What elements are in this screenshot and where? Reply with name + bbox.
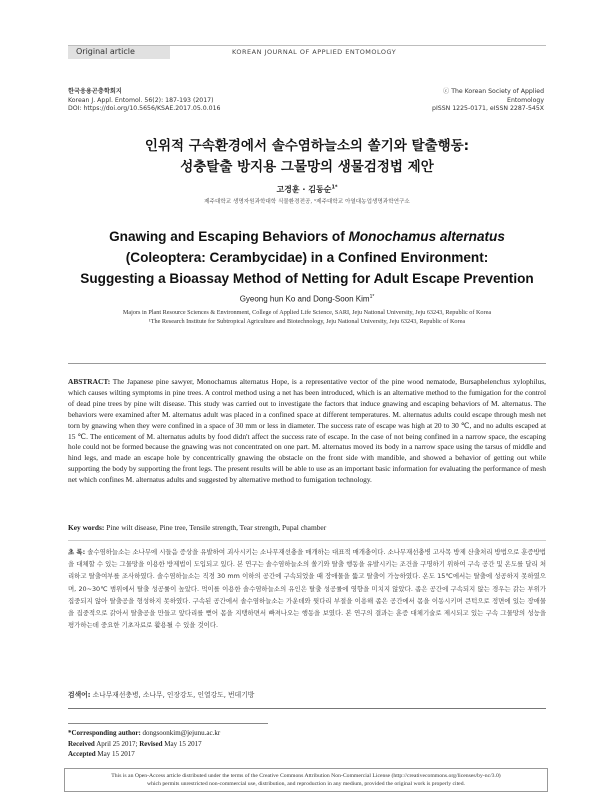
copyright-text: ⓒ The Korean Society of Applied Entomology: [443, 88, 544, 104]
issn-text: pISSN 1225-0171, eISSN 2287-545X: [432, 105, 544, 112]
journal-name: KOREAN JOURNAL OF APPLIED ENTOMOLOGY: [232, 48, 397, 56]
license-line1: This is an Open-Access article distributed under the terms of the Creative Commons Attribution Non-Commercial License (http://creativecommons.org/licenses/by-nc/3.0): [111, 773, 501, 779]
revised-date: May 15 2017: [164, 739, 202, 748]
title-english-line1-text: Gnawing and Escaping Behaviors of: [109, 229, 349, 244]
footnote-rule: [68, 723, 268, 724]
license-line2: which permits unrestricted non-commercial use, distribution, and reproduction in any medium, provided the original work is properly cited.: [147, 781, 465, 788]
accepted-label: Accepted: [68, 750, 96, 758]
title-korean-line2: 성충탈출 방지용 그물망의 생물검정법 제안: [180, 159, 434, 175]
authors-korean: [68, 184, 546, 195]
title-english: [68, 226, 546, 289]
received-revised: [68, 739, 368, 750]
species-name-italic: Monochamus alternatus: [348, 229, 505, 244]
authors-english: [68, 294, 546, 304]
abstract-korean: [68, 546, 546, 631]
received-label: Received: [68, 739, 95, 748]
keywords-korean-label: 검색어:: [68, 691, 91, 699]
title-english-line2: (Coleoptera: Cerambycidae) in a Confined Environment:: [125, 250, 489, 265]
journal-citation: Korean J. Appl. Entomol. 56(2): 187-193 (2017): [68, 96, 214, 104]
doi-link[interactable]: DOI: https://doi.org/10.5656/KSAE.2017.05.0.016: [68, 105, 221, 112]
abstract-label: ABSTRACT:: [68, 377, 111, 386]
title-korean-line1: 인위적 구속환경에서 솔수염하늘소의 쏠기와 탈출행동:: [144, 138, 470, 154]
revised-label: Revised: [139, 739, 163, 748]
received-date: April 25 2017;: [96, 739, 138, 748]
corresponding-label: *Corresponding author:: [68, 729, 141, 737]
journal-name-ko: 한국응용곤충학회지: [68, 88, 122, 95]
abstract-top-rule: [68, 363, 546, 364]
accepted-date: May 15 2017: [97, 750, 135, 758]
abstract-text: The Japanese pine sawyer, Monochamus alternatus Hope, is a representative vector of the pine wood nematode, Bursaphelenchus xylophilus, which causes wilting symptoms in pine trees. A control method using a net has been introduced, which is an alternative method to the fumigation for the control of dead pine trees by pine wilt disease. This study was carried out to investigate the factors that induce gnawing and escaping behaviors of M. alternatus. The behaviors were examined after M. alternatus adult was placed in a confined space at different temperatures. M. alternatus adults could escape through mesh net torn by gnawing when they were confined in a space of 30 mm or less in diameter. The success rate of escape was high at 20 to 30 ℃, and no adults escaped at 15 ℃. The enticement of M. alternatus adults by food didn't affect the success rate of escape. In the case of not being confined in a narrow space, the escaping hole could not be formed because the gnawing was not concentrated on one part. M. alternatus moved its body in a narrow space using the tarsus of middle and hind legs, and made an escape hole by concentrically gnawing the obstacle on the front side with mandible, and showed a behavior of getting out while supporting the body by supporting the front legs. The present results will be able to use as an important basic information for evaluating the performance of mesh net which confines M. alternatus adults and suggested by alternative method to fumigation technology.: [68, 377, 546, 485]
title-korean: [68, 136, 546, 178]
authors-english-names: Gyeong hun Ko and Dong-Soon Kim: [239, 294, 370, 304]
affiliation-korean: 제주대학교 생명자원과학대학 식물환경전공, ¹제주대학교 아열대농업생명과학연구소: [204, 199, 410, 205]
license-box: [64, 768, 548, 792]
affiliation-english-line2: ¹The Research Institute for Subtropical Agriculture and Biotechnology, Jeju National University, Jeju 63243, Republic of Korea: [148, 318, 466, 325]
keywords: [68, 523, 546, 532]
correspondence-block: [68, 728, 368, 760]
keywords-label: Key words:: [68, 523, 105, 532]
abstract-english: [68, 377, 546, 486]
corresponding-email[interactable]: dongsoonkim@jejunu.ac.kr: [142, 729, 221, 737]
abstract-bottom-rule: [68, 708, 546, 709]
article-type-tab: Original article: [68, 45, 170, 59]
authors-english-mark: 1*: [369, 294, 375, 300]
abstract-korean-text: 솔수염하늘소는 소나무에 시들음 증상을 유발하여 괴사시키는 소나무재선충을 매개하는 대표적 매개충이다. 소나무재선충병 고사목 방제 산출처리 방법으로 훈증방법을 대체할 수 있는 그물망을 이용한 방제법이 도입되고 있다. 본 연구는 솔수염하늘소의 쏠기와 탈출 행동을 유발시키는 조건을 구명하기 위하여 구속 공간 및 온도를 달리 처리하고 탈출여부를 조사하였다. 솔수염하늘소는 직경 30 mm 이하의 공간에 구속되었을 때 장애물을 뚫고 탈출이 가능하였다. 온도 15℃에서는 탈출에 성공하지 못하였으며, 20~30℃ 범위에서 탈출 성공률이 높았다. 먹이를 이용한 솔수염하늘소의 유인은 탈출 성공률에 영향을 미치지 않았다. 좁은 공간에 구속되지 않는 경우는 갉는 부위가 집중되지 않아 탈출공을 형성하지 못하였다. 구속된 공간에서 솔수염하늘소는 가운데와 뒷다리 부절을 이용해 좁은 공간에서 몸을 이동시키며 큰턱으로 정면에 있는 장애물을 집중적으로 갉아서 탈출공을 만들고 앞다리를 뻗어 몸을 지탱하면서 빠져나오는 행동을 보였다. 본 연구의 결과는 훈증 대체기술로 제시되고 있는 구속 그물망의 성능을 평가하는데 중요한 기초자료로 활용될 수 있을 것이다.: [68, 548, 546, 630]
citation-block: [68, 88, 220, 114]
keywords-korean: [68, 689, 546, 699]
authors-korean-mark: 1*: [331, 184, 338, 191]
authors-korean-names: 고경훈 · 김동순: [276, 185, 332, 194]
keywords-text: Pine wilt disease, Pine tree, Tensile strength, Tear strength, Pupal chamber: [106, 523, 327, 532]
title-english-line3: Suggesting a Bioassay Method of Netting for Adult Escape Prevention: [80, 271, 534, 286]
keywords-korean-text: 소나무재선충병, 소나무, 인장강도, 인열강도, 번데기방: [92, 691, 255, 699]
corresponding-author: [68, 728, 368, 739]
copyright-block: [410, 88, 544, 114]
title-english-line1: [68, 226, 546, 247]
affiliation-english-line1: Majors in Plant Resource Sciences & Environment, College of Applied Life Science, SARI, Jeju National University, Jeju 63243, Republic of Korea: [122, 309, 492, 316]
section-divider: [68, 540, 546, 541]
affiliation-english: [68, 308, 546, 326]
abstract-korean-label: 초 록:: [68, 548, 86, 556]
accepted-line: [68, 749, 368, 760]
